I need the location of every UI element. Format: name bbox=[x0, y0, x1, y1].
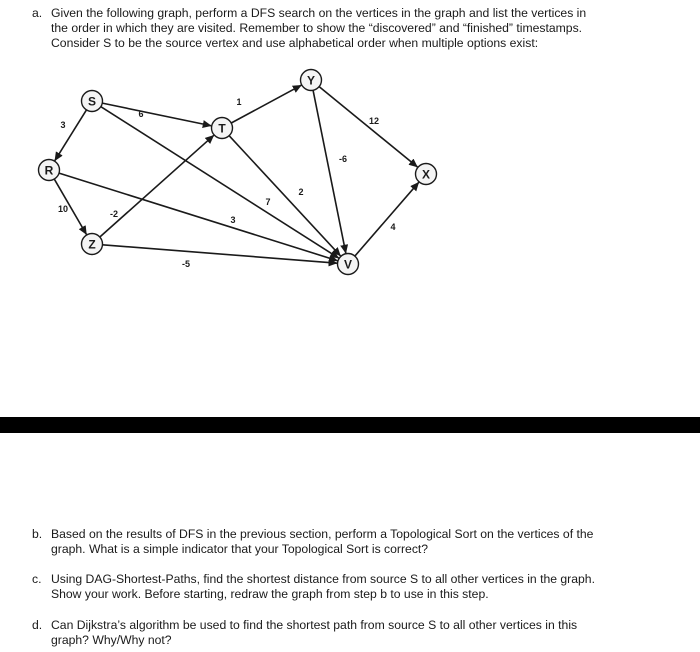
vertex-label: T bbox=[218, 121, 226, 136]
edge-weight-y-v: -6 bbox=[338, 154, 348, 164]
question-a-label: a. bbox=[32, 6, 43, 20]
vertex-label: V bbox=[343, 257, 353, 272]
question-b bbox=[32, 527, 672, 557]
question-a-line: Given the following graph, perform a DFS search on the vertices in the graph and list the vertices in bbox=[51, 6, 587, 20]
edge-weight-z-t: -2 bbox=[109, 209, 119, 219]
question-c-line: Using DAG-Shortest-Paths, find the shortest distance from source S to all other vertices in the graph. bbox=[51, 572, 595, 586]
edge-y-v bbox=[313, 90, 346, 253]
edge-weight-s-v: 3 bbox=[230, 215, 236, 225]
edge-z-v bbox=[102, 245, 337, 263]
edge-s-r bbox=[55, 110, 87, 161]
edge-y-x bbox=[319, 87, 417, 167]
question-d-text bbox=[51, 618, 672, 648]
question-d-line: Can Dijkstra’s algorithm be used to find the shortest path from source S to all other vertices in this bbox=[51, 618, 578, 632]
question-b-line: Based on the results of DFS in the previous section, perform a Topological Sort on the vertices of the bbox=[51, 527, 594, 541]
question-b-label: b. bbox=[32, 527, 43, 541]
question-c-text bbox=[51, 572, 672, 602]
edge-t-y bbox=[231, 85, 301, 123]
edge-t-v bbox=[229, 136, 340, 256]
vertex-label: Y bbox=[306, 73, 316, 88]
question-a bbox=[32, 6, 672, 51]
vertex-s bbox=[82, 91, 103, 112]
question-c bbox=[32, 572, 672, 602]
question-b-line: graph. What is a simple indicator that your Topological Sort is correct? bbox=[51, 542, 429, 556]
vertex-label: R bbox=[44, 163, 54, 178]
vertex-x bbox=[416, 164, 437, 185]
edge-weight-s-r: 3 bbox=[60, 120, 66, 130]
question-a-line: Consider S to be the source vertex and use alphabetical order when multiple options exist: bbox=[51, 36, 539, 50]
weighted-directed-graph bbox=[0, 60, 700, 295]
edge-z-t bbox=[100, 135, 214, 237]
vertex-z bbox=[82, 234, 103, 255]
question-a-text bbox=[51, 6, 672, 51]
edge-v-x bbox=[355, 182, 419, 256]
question-c-line: Show your work. Before starting, redraw the graph from step b to use in this step. bbox=[51, 587, 489, 601]
question-b-text bbox=[51, 527, 672, 557]
edge-weight-t-v: 2 bbox=[298, 187, 304, 197]
question-d-line: graph? Why/Why not? bbox=[51, 633, 172, 647]
question-d bbox=[32, 618, 672, 648]
question-c-label: c. bbox=[32, 572, 42, 586]
edge-weight-v-x: 4 bbox=[390, 222, 396, 232]
vertex-label: X bbox=[421, 167, 431, 182]
question-a-line: the order in which they are visited. Remember to show the “discovered” and “finished” timestamps. bbox=[51, 21, 583, 35]
vertex-v bbox=[338, 254, 359, 275]
graph-edges bbox=[54, 85, 419, 263]
edge-weight-y-x: 12 bbox=[368, 116, 380, 126]
edge-weight-s-t: 6 bbox=[138, 109, 144, 119]
question-d-label: d. bbox=[32, 618, 43, 632]
vertex-r bbox=[39, 160, 60, 181]
section-divider-bar bbox=[0, 417, 700, 433]
edge-weight-z-v: -5 bbox=[181, 259, 191, 269]
edge-weight-r-v: 7 bbox=[265, 197, 271, 207]
vertex-label: Z bbox=[88, 237, 96, 252]
vertex-y bbox=[301, 70, 322, 91]
edge-s-t bbox=[102, 103, 211, 126]
vertex-label: S bbox=[87, 94, 97, 109]
edge-weight-t-y: 1 bbox=[236, 97, 242, 107]
vertex-t bbox=[212, 118, 233, 139]
edge-weight-r-z: 10 bbox=[57, 204, 69, 214]
